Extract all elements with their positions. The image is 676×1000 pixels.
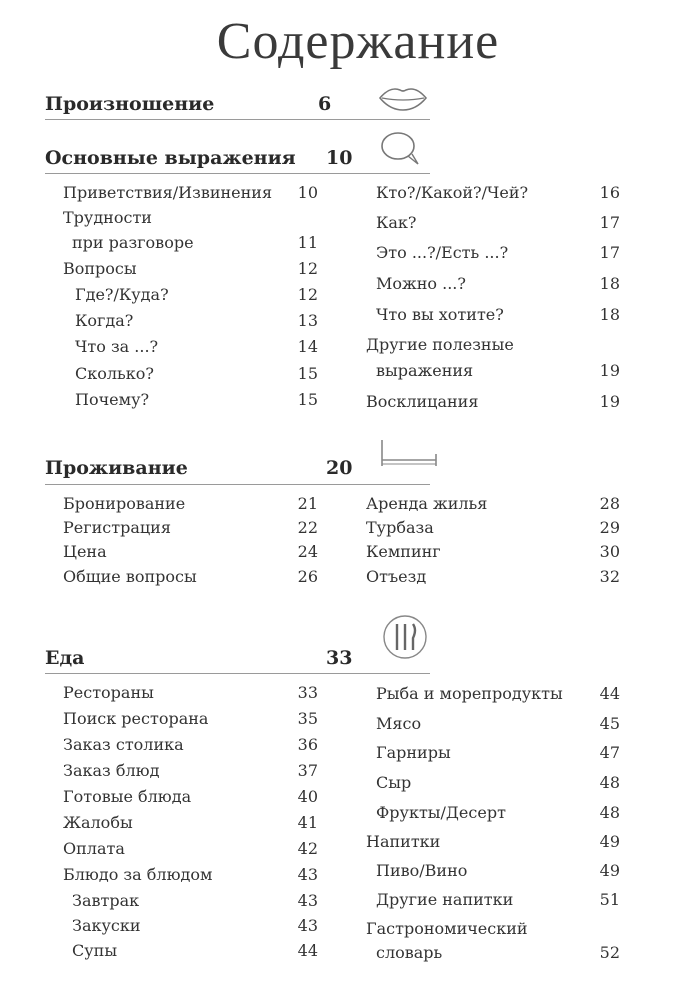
- page-title: Содержание: [216, 13, 500, 70]
- toc-entry: Бронирование: [63, 494, 186, 513]
- toc-page: 19: [599, 361, 620, 380]
- toc-entry: Что вы хотите?: [376, 305, 504, 324]
- toc-page: 48: [599, 803, 620, 822]
- toc-entry: Отъезд: [366, 567, 427, 586]
- toc-page: 24: [297, 542, 318, 561]
- section-page: 10: [326, 147, 353, 169]
- section-rule: [45, 119, 430, 120]
- toc-page: 22: [297, 518, 318, 537]
- speech-bubble-icon: [376, 128, 424, 168]
- toc-page: 45: [599, 714, 620, 733]
- toc-page: 33: [297, 683, 318, 702]
- toc-page: 12: [297, 259, 318, 278]
- toc-entry: Готовые блюда: [63, 787, 192, 806]
- toc-entry: Цена: [63, 542, 107, 561]
- toc-entry: Восклицания: [366, 392, 479, 411]
- toc-entry: Блюдо за блюдом: [63, 865, 213, 884]
- toc-page: 44: [297, 941, 318, 960]
- bed-icon: [376, 432, 442, 472]
- toc-entry: Почему?: [75, 390, 150, 409]
- section-page: 6: [318, 93, 332, 115]
- toc-page: 37: [297, 761, 318, 780]
- toc-entry: Сыр: [376, 773, 412, 792]
- toc-page: 11: [297, 233, 318, 252]
- toc-page: 29: [599, 518, 620, 537]
- section-title: Еда: [45, 647, 85, 669]
- toc-entry: Фрукты/Десерт: [376, 803, 506, 822]
- toc-page: 49: [599, 861, 620, 880]
- lips-icon: [376, 80, 430, 116]
- toc-entry: Аренда жилья: [366, 494, 488, 513]
- toc-page: 40: [297, 787, 318, 806]
- toc-entry: Супы: [72, 941, 118, 960]
- toc-page: 17: [599, 243, 620, 262]
- toc-page: 30: [599, 542, 620, 561]
- toc-entry: Заказ столика: [63, 735, 184, 754]
- toc-page: 42: [297, 839, 318, 858]
- toc-entry: Приветствия/Извинения: [63, 183, 273, 202]
- section-rule: [45, 673, 430, 674]
- section-rule: [45, 173, 430, 174]
- toc-page: 43: [297, 916, 318, 935]
- toc-entry: словарь: [376, 943, 443, 962]
- toc-entry: Кемпинг: [366, 542, 441, 561]
- toc-entry: Пиво/Вино: [376, 861, 468, 880]
- toc-entry: Рыба и морепродукты: [376, 684, 563, 703]
- toc-page: 10: [297, 183, 318, 202]
- toc-page: 28: [599, 494, 620, 513]
- toc-entry: Общие вопросы: [63, 567, 197, 586]
- toc-page: 32: [599, 567, 620, 586]
- toc-page: 48: [599, 773, 620, 792]
- toc-entry: Что за ...?: [75, 337, 159, 356]
- toc-entry: Заказ блюд: [63, 761, 160, 780]
- toc-entry: Кто?/Какой?/Чей?: [376, 183, 529, 202]
- toc-page: 13: [297, 311, 318, 330]
- toc-entry: Другие полезные: [366, 335, 514, 354]
- toc-entry: при разговоре: [72, 233, 194, 252]
- toc-page: 49: [599, 832, 620, 851]
- toc-page: 36: [297, 735, 318, 754]
- toc-page: 17: [599, 213, 620, 232]
- toc-entry: Мясо: [376, 714, 422, 733]
- toc-page: 26: [297, 567, 318, 586]
- toc-page: 35: [297, 709, 318, 728]
- toc-page: 43: [297, 865, 318, 884]
- toc-entry: Поиск ресторана: [63, 709, 209, 728]
- toc-page: 12: [297, 285, 318, 304]
- section-page: 33: [326, 647, 353, 669]
- toc-entry: Закуски: [72, 916, 141, 935]
- section-title: Произношение: [45, 93, 215, 115]
- toc-entry: Можно ...?: [376, 274, 466, 293]
- toc-page: 19: [599, 392, 620, 411]
- toc-entry: Завтрак: [72, 891, 140, 910]
- toc-entry: Напитки: [366, 832, 441, 851]
- toc-page: 14: [297, 337, 318, 356]
- toc-entry: Жалобы: [63, 813, 133, 832]
- toc-entry: Когда?: [75, 311, 134, 330]
- toc-entry: Это ...?/Есть ...?: [376, 243, 509, 262]
- section-page: 20: [326, 457, 353, 479]
- section-rule: [45, 484, 430, 485]
- toc-entry: Другие напитки: [376, 890, 514, 909]
- toc-entry: Оплата: [63, 839, 125, 858]
- toc-entry: Турбаза: [366, 518, 434, 537]
- toc-page: 47: [599, 743, 620, 762]
- toc-page: 16: [599, 183, 620, 202]
- toc-entry: Как?: [376, 213, 417, 232]
- toc-page: 21: [297, 494, 318, 513]
- toc-entry: Гарниры: [376, 743, 451, 762]
- plate-cutlery-icon: [380, 612, 430, 662]
- toc-page: 52: [599, 943, 620, 962]
- toc-page: 18: [599, 274, 620, 293]
- toc-entry: Гастрономический: [366, 919, 528, 938]
- toc-entry: Трудности: [63, 208, 152, 227]
- toc-page: 44: [599, 684, 620, 703]
- toc-entry: Регистрация: [63, 518, 171, 537]
- toc-entry: Где?/Куда?: [75, 285, 169, 304]
- toc-entry: Рестораны: [63, 683, 154, 702]
- toc-page: 51: [599, 890, 620, 909]
- toc-entry: выражения: [376, 361, 474, 380]
- section-title: Основные выражения: [45, 147, 296, 169]
- toc-page: 18: [599, 305, 620, 324]
- toc-page: 41: [297, 813, 318, 832]
- section-title: Проживание: [45, 457, 188, 479]
- toc-page: 15: [297, 364, 318, 383]
- toc-page: 15: [297, 390, 318, 409]
- toc-entry: Вопросы: [63, 259, 137, 278]
- toc-entry: Сколько?: [75, 364, 154, 383]
- toc-page: 43: [297, 891, 318, 910]
